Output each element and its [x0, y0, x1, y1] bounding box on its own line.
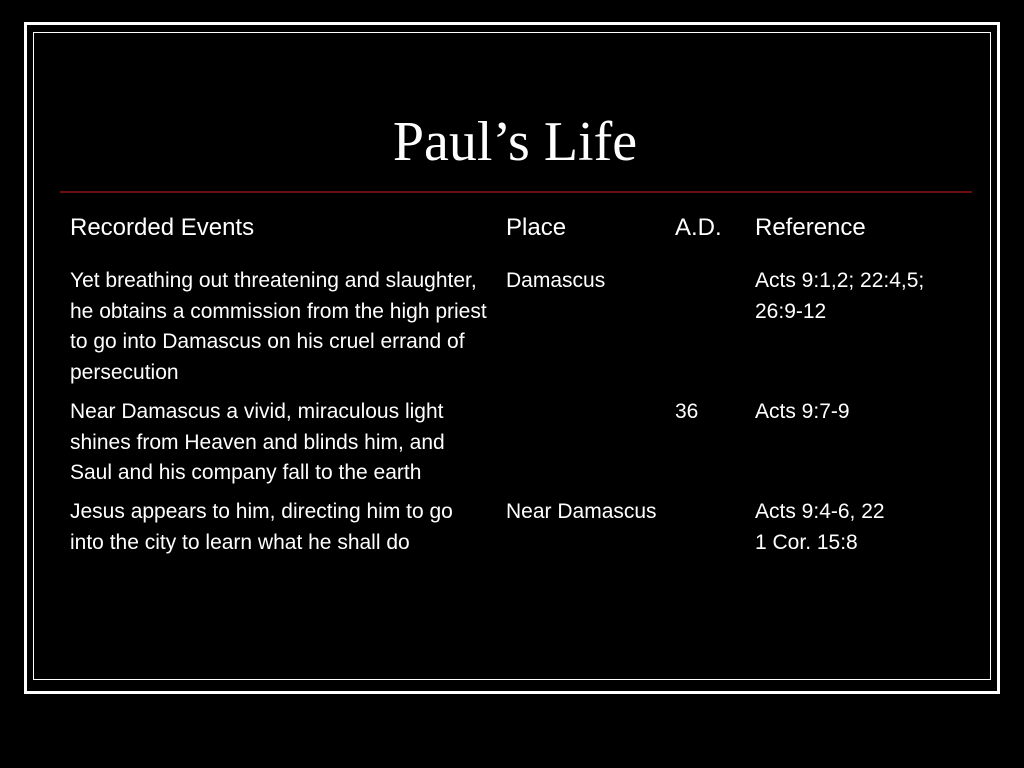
header-recorded-events: Recorded Events — [70, 214, 255, 241]
place-cell — [498, 397, 667, 497]
header-reference: Reference — [755, 214, 866, 241]
year-cell: 36 — [675, 399, 699, 423]
place-cell: Near Damascus — [506, 499, 657, 523]
event-cell: Jesus appears to him, directing him to go into the city to learn what he shall do — [70, 499, 453, 554]
header-ad: A.D. — [675, 214, 722, 241]
event-cell: Yet breathing out threatening and slaughter, he obtains a commission from the high priest to go into Damascus on his cruel errand of persecution — [70, 269, 487, 385]
reference-cell — [747, 497, 983, 566]
events-table — [62, 206, 983, 566]
reference-line: 1 Cor. 15:8 — [755, 530, 858, 554]
reference-cell — [747, 266, 983, 397]
table-row — [62, 266, 983, 397]
place-cell: Damascus — [506, 269, 606, 292]
year-cell — [667, 266, 747, 397]
slide-title: Paul’s Life — [392, 111, 638, 173]
table-header-row — [62, 206, 983, 266]
year-cell — [667, 497, 747, 566]
title-divider — [60, 191, 972, 193]
header-place: Place — [506, 214, 567, 241]
reference-cell — [747, 397, 983, 497]
table-row — [62, 397, 983, 497]
reference-line: Acts 9:1,2; 22:4,5; — [755, 269, 925, 292]
table-row — [62, 497, 983, 566]
reference-line: 26:9-12 — [755, 299, 827, 323]
reference-line: Acts 9:4-6, 22 — [755, 499, 885, 523]
reference-line: Acts 9:7-9 — [755, 399, 850, 423]
event-cell: Near Damascus a vivid, miraculous light shines from Heaven and blinds him, and Saul and his company fall to the earth — [70, 399, 445, 485]
